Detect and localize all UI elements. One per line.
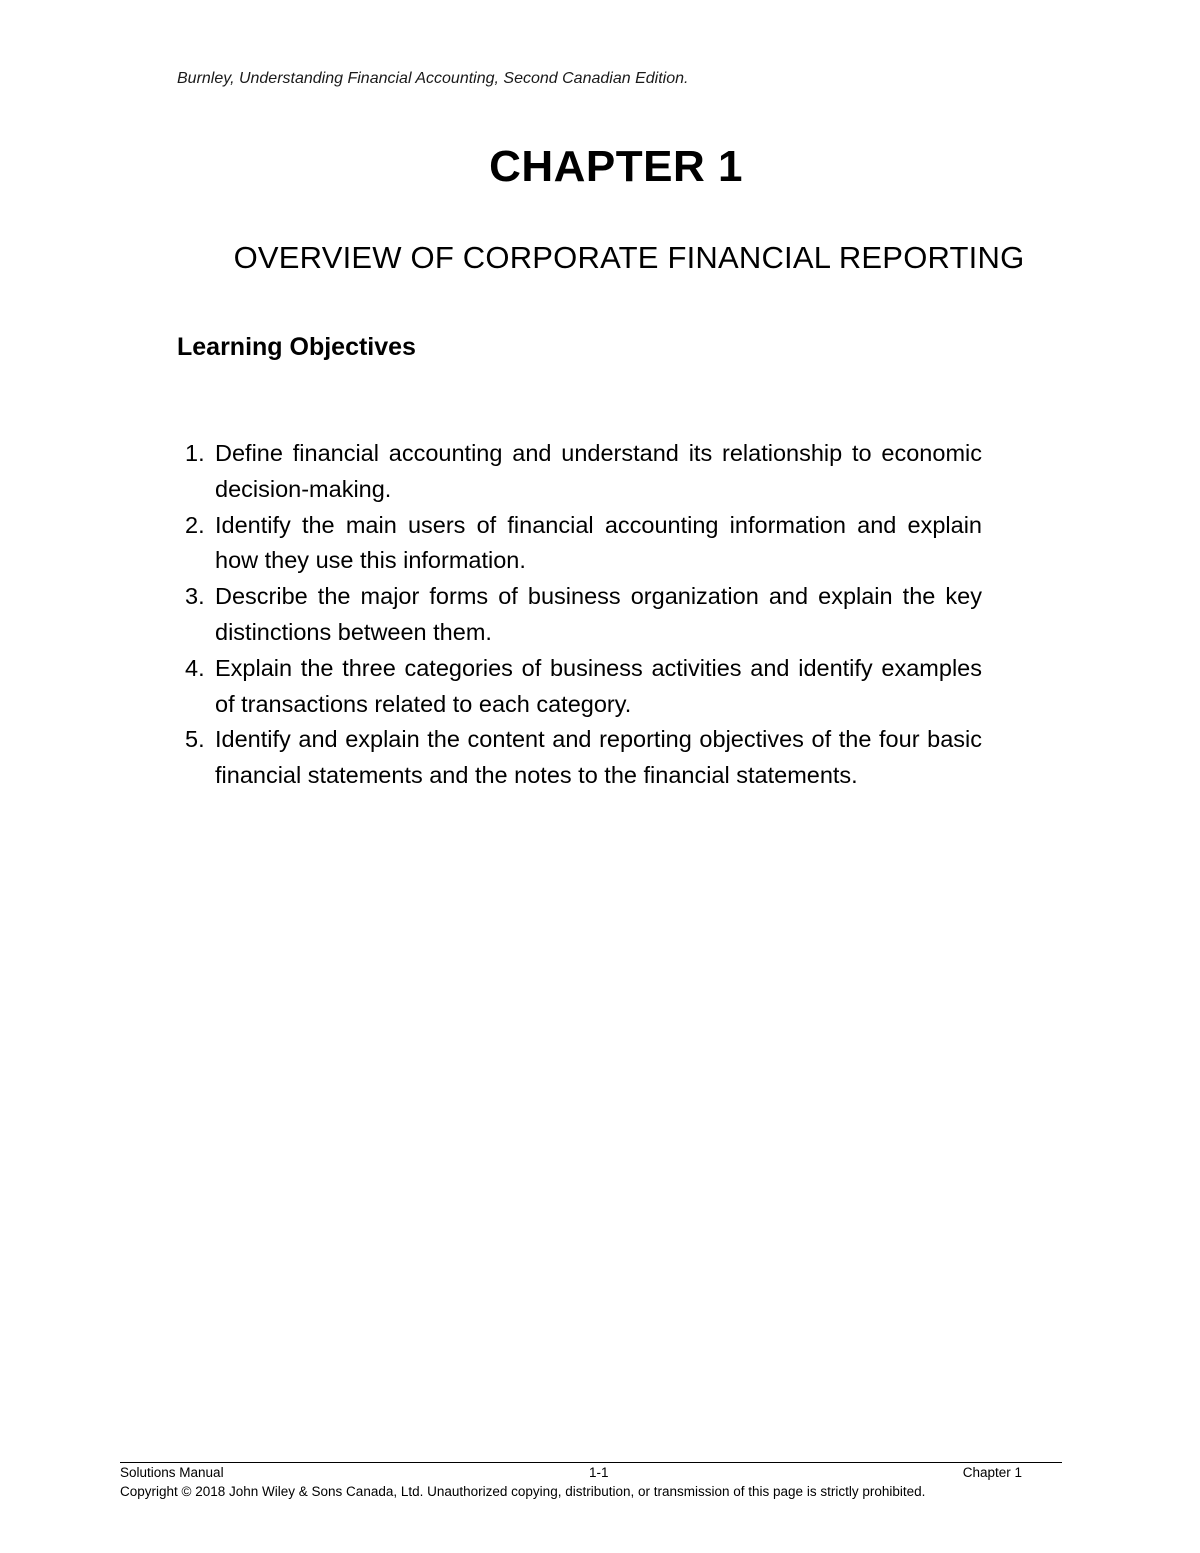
objective-text: Identify and explain the content and reporting objectives of the four basic financial statements and the notes to the financial statements.: [215, 726, 982, 789]
objective-number: 5.: [185, 726, 205, 753]
running-header: Burnley, Understanding Financial Accounting, Second Canadian Edition.: [177, 70, 689, 87]
chapter-title: CHAPTER 1: [489, 142, 743, 191]
learning-objective-4: [185, 651, 982, 723]
objective-text: Identify the main users of financial accounting information and explain how they use this information.: [215, 511, 982, 574]
learning-objective-2: [185, 508, 982, 580]
footer-page-number: 1-1: [589, 1465, 609, 1480]
objective-number: 2.: [185, 511, 205, 538]
footer-chapter-label: Chapter 1: [962, 1465, 1022, 1480]
footer-divider: [120, 1462, 1062, 1463]
learning-objectives-list: [185, 436, 982, 794]
objective-text: Explain the three categories of business activities and identify examples of transactions related to each category.: [215, 654, 982, 717]
footer-copyright: Copyright © 2018 John Wiley & Sons Canada, Ltd. Unauthorized copying, distribution, or transmission of this page is strictly prohibited.: [120, 1484, 926, 1499]
objective-text: Describe the major forms of business organization and explain the key distinctions between them.: [215, 583, 982, 645]
learning-objective-5: [185, 722, 982, 794]
objective-text: Define financial accounting and understand its relationship to economic decision-making.: [215, 440, 982, 502]
learning-objective-3: [185, 579, 982, 651]
learning-objective-1: [185, 436, 982, 508]
learning-objectives-heading: Learning Objectives: [177, 333, 416, 361]
objective-number: 4.: [185, 654, 205, 681]
footer-manual-label: Solutions Manual: [120, 1465, 224, 1480]
objective-number: 3.: [185, 583, 205, 610]
chapter-subtitle: OVERVIEW OF CORPORATE FINANCIAL REPORTING: [233, 240, 1025, 275]
objective-number: 1.: [185, 440, 205, 466]
